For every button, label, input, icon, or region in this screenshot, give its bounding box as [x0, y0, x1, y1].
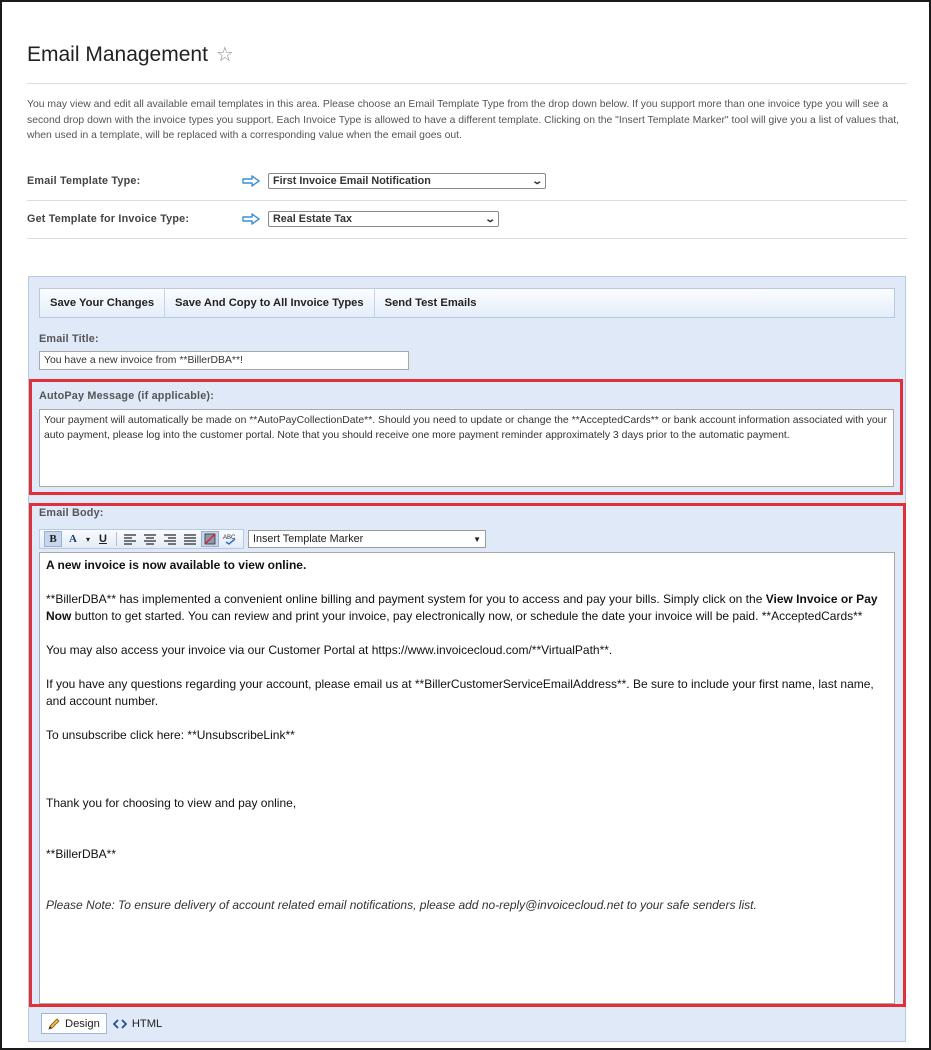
design-mode-tab[interactable]: [41, 1013, 107, 1034]
editor-toolbar: [39, 529, 486, 549]
save-copy-all-button[interactable]: Save And Copy to All Invoice Types: [165, 288, 375, 318]
font-color-dropdown-icon[interactable]: ▾: [85, 534, 90, 544]
autopay-textarea[interactable]: Your payment will automatically be made on **AutoPayCollectionDate**. Should you need to update or change the **AcceptedCards** or bank account information associated with your auto payment, please log into the customer portal. Note that you should receive one more payment reminder approximately 3 days prior to the automatic payment.: [39, 409, 894, 487]
autopay-label: AutoPay Message (if applicable):: [39, 390, 214, 402]
font-color-button[interactable]: A: [69, 533, 77, 545]
format-tools: [39, 529, 244, 549]
body-paragraph-3: If you have any questions regarding your account, please email us at **BillerCustomerServiceEmailAddress**. Be sure to include your first name, last name, and account number.: [46, 677, 874, 708]
invoice-type-label: Get Template for Invoice Type:: [27, 213, 190, 225]
email-body-label: Email Body:: [39, 507, 104, 519]
template-type-label: Email Template Type:: [27, 175, 141, 187]
toolbar-separator: [116, 532, 117, 546]
divider: [27, 238, 907, 239]
pencil-icon: [48, 1018, 60, 1030]
insert-template-marker-select[interactable]: [248, 530, 486, 548]
body-paragraph-1: [46, 591, 888, 625]
design-mode-label: Design: [65, 1017, 100, 1030]
editor-mode-tabs: [41, 1013, 168, 1034]
body-note: Please Note: To ensure delivery of account related email notifications, please add no-reply@invoicecloud.net to your safe senders list.: [46, 898, 757, 912]
justify-icon[interactable]: [181, 531, 199, 547]
body-paragraph-4: To unsubscribe click here: **UnsubscribeLink**: [46, 728, 295, 742]
insert-template-marker-value: Insert Template Marker: [253, 533, 364, 545]
align-left-icon[interactable]: [121, 531, 139, 547]
body-p1-bold: View Invoice or Pay Now: [46, 592, 878, 623]
intro-text: You may view and edit all available email templates in this area. Please choose an Email Template Type from the drop down below. If you support more than one invoice type you will see a second drop down with the invoice types you support. Each Invoice Type is allowed to have a different template. Clicking on the "Insert Template Marker" tool will give you a list of values that, when used in a template, will be replaced with a corresponding value when the email goes out.: [27, 99, 899, 141]
email-title-label: Email Title:: [39, 333, 99, 345]
html-mode-tab[interactable]: [107, 1013, 168, 1034]
body-p1-text: **BillerDBA** has implemented a convenient online billing and payment system for you to access and pay your bills. Simply click on the: [46, 592, 766, 606]
email-body-editor[interactable]: [39, 552, 895, 1004]
html-mode-label: HTML: [131, 1017, 163, 1030]
divider: [27, 200, 907, 201]
arrow-right-icon: [242, 175, 268, 187]
invoice-type-value: Real Estate Tax: [273, 213, 353, 225]
action-toolbar: [39, 288, 895, 318]
email-title-input[interactable]: You have a new invoice from **BillerDBA**!: [39, 351, 409, 370]
chevron-down-icon: ⌄: [530, 175, 543, 187]
code-brackets-icon: [113, 1019, 127, 1029]
invoice-type-row: [27, 209, 907, 229]
align-center-icon[interactable]: [141, 531, 159, 547]
favorite-star-icon[interactable]: ☆: [215, 44, 234, 66]
body-paragraph-2: You may also access your invoice via our Customer Portal at https://www.invoicecloud.com/**VirtualPath**.: [46, 643, 613, 657]
body-p1-text-end: button to get started. You can review and print your invoice, pay electronically now, or schedule the date your invoice will be paid. **AcceptedCards**: [71, 609, 863, 623]
clear-formatting-icon[interactable]: [201, 531, 219, 547]
svg-text:ABC: ABC: [223, 535, 236, 541]
underline-button[interactable]: U: [99, 533, 107, 545]
template-editor-panel: [28, 276, 906, 1042]
title-row: [27, 40, 234, 70]
chevron-down-icon: ▼: [473, 534, 481, 544]
spellcheck-icon[interactable]: [221, 531, 239, 547]
body-paragraph-5: Thank you for choosing to view and pay online,: [46, 796, 297, 810]
body-paragraph-6: **BillerDBA**: [46, 847, 117, 861]
template-type-row: [27, 171, 907, 191]
bold-button[interactable]: B: [44, 531, 62, 547]
send-test-emails-button[interactable]: Send Test Emails: [384, 297, 477, 309]
template-type-value: First Invoice Email Notification: [273, 175, 431, 187]
divider: [27, 83, 907, 84]
template-type-select[interactable]: [268, 173, 546, 189]
arrow-right-icon: [242, 213, 268, 225]
align-right-icon[interactable]: [161, 531, 179, 547]
chevron-down-icon: ⌄: [483, 213, 496, 225]
page-title: Email Management: [27, 43, 208, 66]
save-changes-button[interactable]: Save Your Changes: [40, 288, 165, 318]
body-heading: A new invoice is now available to view online.: [46, 558, 307, 572]
invoice-type-select[interactable]: [268, 211, 499, 227]
